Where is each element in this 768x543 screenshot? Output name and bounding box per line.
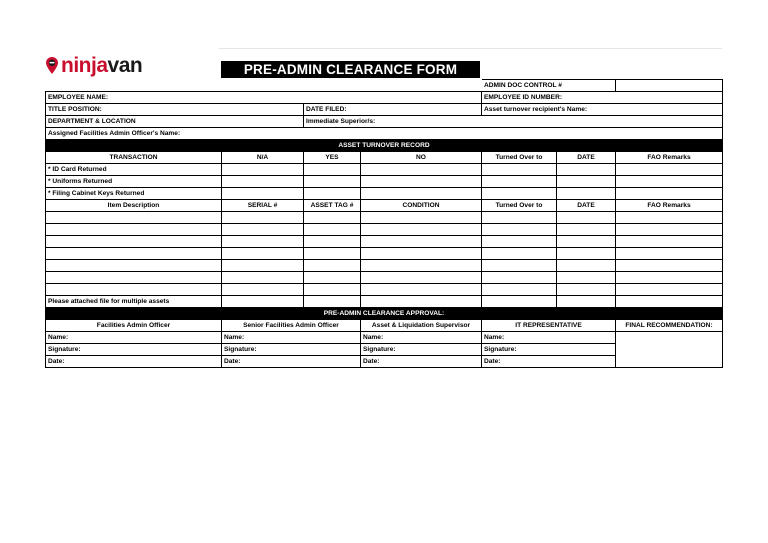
item-row <box>46 212 723 224</box>
approval-section-title: PRE-ADMIN CLEARANCE APPROVAL: <box>46 308 723 320</box>
blank-cell <box>46 80 222 92</box>
item-row <box>46 236 723 248</box>
column-header: NO <box>361 152 482 164</box>
input-cell[interactable] <box>304 236 361 248</box>
blank-cell <box>304 80 361 92</box>
signature-field[interactable]: Signature: <box>222 344 361 356</box>
column-header: CONDITION <box>361 200 482 212</box>
input-cell[interactable] <box>222 212 304 224</box>
column-header: FAO Remarks <box>616 200 723 212</box>
input-cell[interactable] <box>482 212 557 224</box>
approver-header: Senior Facilities Admin Officer <box>222 320 361 332</box>
item-row <box>46 272 723 284</box>
column-header: Item Description <box>46 200 222 212</box>
name-field[interactable]: Name: <box>482 332 616 344</box>
input-cell[interactable] <box>361 236 482 248</box>
input-cell[interactable] <box>616 296 723 308</box>
input-cell[interactable] <box>482 296 557 308</box>
input-cell[interactable] <box>361 260 482 272</box>
input-cell[interactable] <box>482 188 557 200</box>
input-cell[interactable] <box>361 176 482 188</box>
input-cell[interactable] <box>482 164 557 176</box>
input-cell[interactable] <box>361 188 482 200</box>
input-cell[interactable] <box>616 284 723 296</box>
item-row <box>46 248 723 260</box>
input-cell[interactable] <box>222 224 304 236</box>
date-filed-field[interactable]: DATE FILED: <box>304 104 482 116</box>
signature-field[interactable]: Signature: <box>482 344 616 356</box>
input-cell[interactable] <box>557 164 616 176</box>
input-cell[interactable] <box>616 212 723 224</box>
input-cell[interactable] <box>557 284 616 296</box>
recipient-field[interactable]: Asset turnover recipient's Name: <box>482 104 723 116</box>
column-header: ASSET TAG # <box>304 200 361 212</box>
approver-name-row <box>46 332 723 344</box>
item-row <box>46 260 723 272</box>
column-header: YES <box>304 152 361 164</box>
input-cell[interactable] <box>557 224 616 236</box>
admin-doc-control-field[interactable] <box>616 80 723 92</box>
department-field[interactable]: DEPARTMENT & LOCATION <box>46 116 304 128</box>
column-header: SERIAL # <box>222 200 304 212</box>
input-cell[interactable] <box>361 164 482 176</box>
input-cell[interactable] <box>46 212 222 224</box>
column-header: DATE <box>557 152 616 164</box>
approver-header: Facilities Admin Officer <box>46 320 222 332</box>
name-field[interactable]: Name: <box>46 332 222 344</box>
date-field[interactable]: Date: <box>46 356 222 368</box>
input-cell[interactable] <box>616 164 723 176</box>
column-header: DATE <box>557 200 616 212</box>
employee-name-row <box>46 92 723 104</box>
input-cell[interactable] <box>304 224 361 236</box>
input-cell[interactable] <box>616 224 723 236</box>
signature-field[interactable]: Signature: <box>46 344 222 356</box>
input-cell[interactable] <box>46 236 222 248</box>
input-cell[interactable] <box>557 212 616 224</box>
facilities-officer-field[interactable]: Assigned Facilities Admin Officer's Name: <box>46 128 723 140</box>
note-row <box>46 296 723 308</box>
superior-field[interactable]: Immediate Superior/s: <box>304 116 723 128</box>
transaction-row <box>46 164 723 176</box>
input-cell[interactable] <box>616 176 723 188</box>
input-cell[interactable] <box>482 248 557 260</box>
approver-header: IT REPRESENTATIVE <box>482 320 616 332</box>
input-cell[interactable] <box>361 248 482 260</box>
input-cell[interactable] <box>46 272 222 284</box>
input-cell[interactable] <box>304 260 361 272</box>
input-cell[interactable] <box>46 284 222 296</box>
input-cell[interactable] <box>304 272 361 284</box>
input-cell[interactable] <box>616 248 723 260</box>
input-cell[interactable] <box>222 164 304 176</box>
multiple-assets-note: Please attached file for multiple assets <box>46 296 222 308</box>
column-header: TRANSACTION <box>46 152 222 164</box>
input-cell[interactable] <box>304 164 361 176</box>
input-cell[interactable] <box>557 272 616 284</box>
input-cell[interactable] <box>304 284 361 296</box>
input-cell[interactable] <box>482 236 557 248</box>
logo-ninja-text: ninja <box>61 53 108 77</box>
item-header-row <box>46 200 723 212</box>
section-header-row <box>46 140 723 152</box>
approver-header: FINAL RECOMMENDATION: <box>616 320 723 332</box>
final-recommendation-field[interactable] <box>616 332 723 368</box>
blank-cell <box>222 80 304 92</box>
map-pin-icon <box>46 57 58 74</box>
logo-wordmark <box>61 55 142 76</box>
input-cell[interactable] <box>361 212 482 224</box>
column-header: N/A <box>222 152 304 164</box>
input-cell[interactable] <box>304 212 361 224</box>
input-cell[interactable] <box>222 272 304 284</box>
input-cell[interactable] <box>557 296 616 308</box>
employee-id-field[interactable]: EMPLOYEE ID NUMBER: <box>482 92 723 104</box>
input-cell[interactable] <box>482 272 557 284</box>
input-cell[interactable] <box>482 284 557 296</box>
column-header: Turned Over to <box>482 152 557 164</box>
input-cell[interactable] <box>304 296 361 308</box>
input-cell[interactable] <box>616 260 723 272</box>
input-cell[interactable] <box>482 260 557 272</box>
transaction-label: * Filing Cabinet Keys Returned <box>46 188 222 200</box>
approver-header: Asset & Liquidation Supervisor <box>361 320 482 332</box>
input-cell[interactable] <box>46 260 222 272</box>
transaction-row <box>46 176 723 188</box>
department-row <box>46 116 723 128</box>
input-cell[interactable] <box>557 260 616 272</box>
input-cell[interactable] <box>304 188 361 200</box>
input-cell[interactable] <box>304 248 361 260</box>
input-cell[interactable] <box>222 188 304 200</box>
date-field[interactable]: Date: <box>222 356 361 368</box>
transaction-label: * ID Card Returned <box>46 164 222 176</box>
input-cell[interactable] <box>361 272 482 284</box>
name-field[interactable]: Name: <box>361 332 482 344</box>
doc-control-row <box>46 80 723 92</box>
input-cell[interactable] <box>304 176 361 188</box>
date-field[interactable]: Date: <box>361 356 482 368</box>
input-cell[interactable] <box>482 176 557 188</box>
clearance-form <box>45 79 723 368</box>
input-cell[interactable] <box>482 224 557 236</box>
logo-van-text: van <box>107 53 143 77</box>
input-cell[interactable] <box>557 236 616 248</box>
date-field[interactable]: Date: <box>482 356 616 368</box>
title-position-field[interactable]: TITLE POSITION: <box>46 104 304 116</box>
form-title: PRE-ADMIN CLEARANCE FORM <box>221 61 480 78</box>
input-cell[interactable] <box>616 272 723 284</box>
transaction-row <box>46 188 723 200</box>
admin-doc-control-label: ADMIN DOC CONTROL # <box>482 80 616 92</box>
column-header: FAO Remarks <box>616 152 723 164</box>
sheet-gridline <box>219 48 722 61</box>
input-cell[interactable] <box>616 188 723 200</box>
input-cell[interactable] <box>361 296 482 308</box>
facilities-officer-row <box>46 128 723 140</box>
approval-header-row <box>46 308 723 320</box>
input-cell[interactable] <box>46 248 222 260</box>
asset-section-title: ASSET TURNOVER RECORD <box>46 140 723 152</box>
title-position-row <box>46 104 723 116</box>
transaction-label: * Uniforms Returned <box>46 176 222 188</box>
input-cell[interactable] <box>361 284 482 296</box>
signature-field[interactable]: Signature: <box>361 344 482 356</box>
input-cell[interactable] <box>222 296 304 308</box>
transaction-header-row <box>46 152 723 164</box>
input-cell[interactable] <box>222 176 304 188</box>
input-cell[interactable] <box>557 188 616 200</box>
input-cell[interactable] <box>557 248 616 260</box>
name-field[interactable]: Name: <box>222 332 361 344</box>
input-cell[interactable] <box>222 284 304 296</box>
input-cell[interactable] <box>222 236 304 248</box>
item-row <box>46 224 723 236</box>
input-cell[interactable] <box>46 224 222 236</box>
employee-name-field[interactable]: EMPLOYEE NAME: <box>46 92 482 104</box>
ninjavan-logo <box>46 52 142 78</box>
input-cell[interactable] <box>222 248 304 260</box>
blank-cell <box>361 80 482 92</box>
input-cell[interactable] <box>361 224 482 236</box>
input-cell[interactable] <box>616 236 723 248</box>
column-header: Turned Over to <box>482 200 557 212</box>
approver-columns-row <box>46 320 723 332</box>
input-cell[interactable] <box>557 176 616 188</box>
input-cell[interactable] <box>222 260 304 272</box>
item-row <box>46 284 723 296</box>
